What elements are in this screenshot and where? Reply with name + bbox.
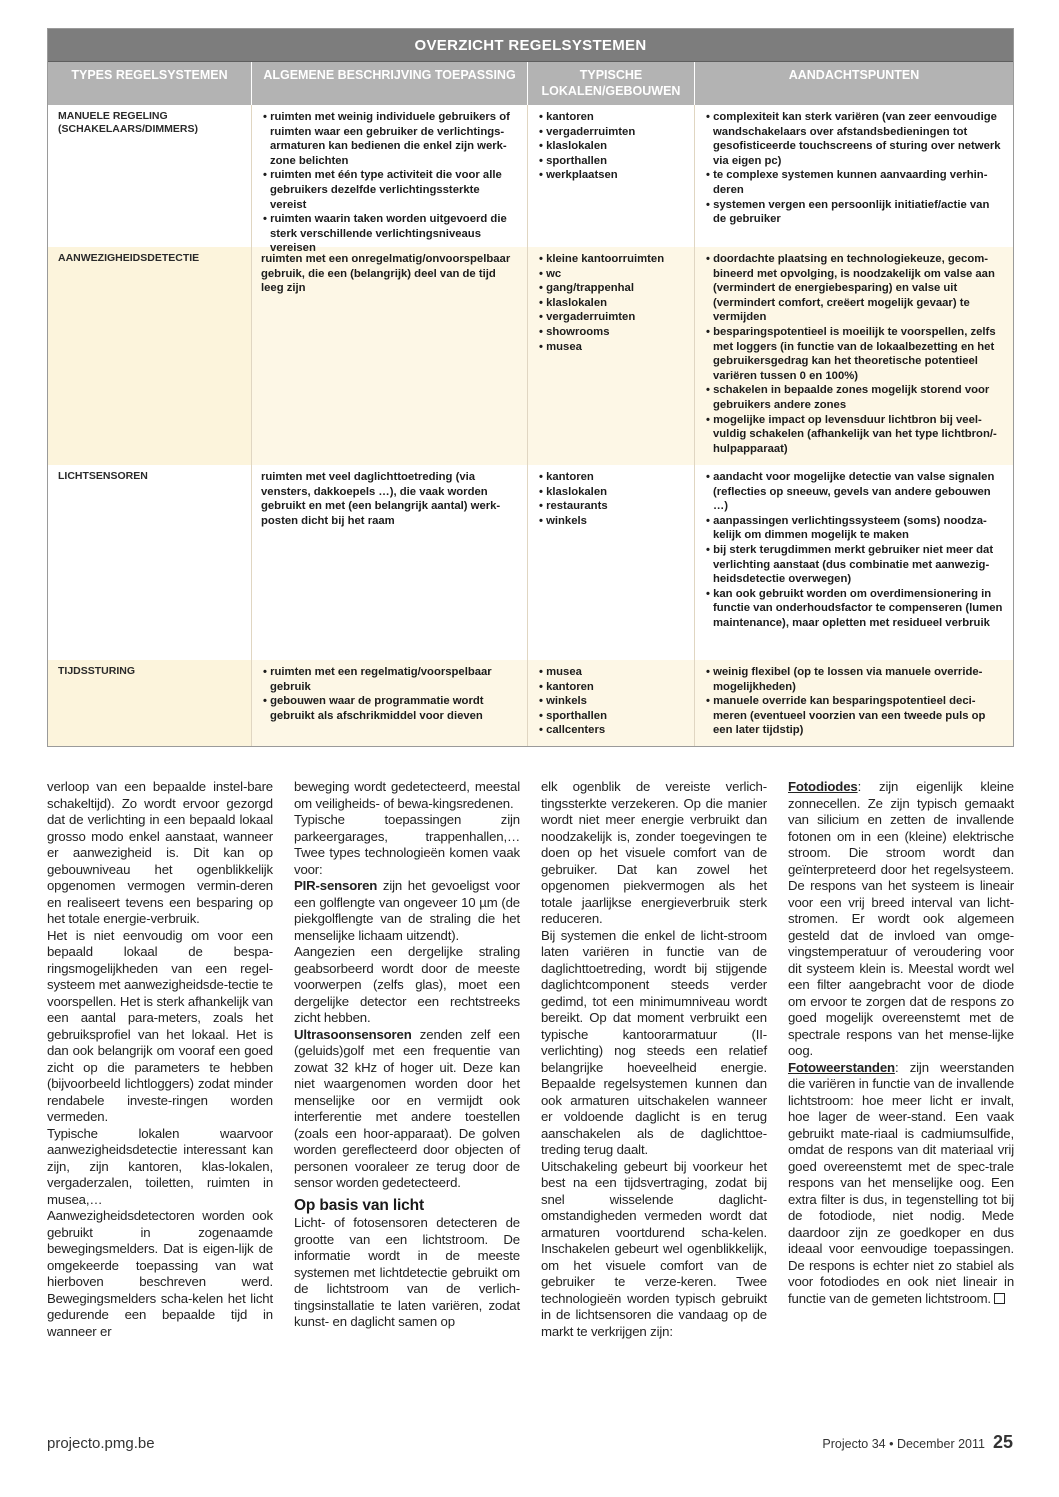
row-description <box>252 660 528 746</box>
list-item: • musea <box>537 340 686 355</box>
term-pir-text: zijn het gevoeligst voor een golflengte van ongeveer 10 µm (de piekgolflengte van de straling die het menselijke lichaam uitzendt). <box>294 878 520 943</box>
list-item: • restaurants <box>537 499 686 514</box>
paragraph: Het is niet eenvoudig om voor een bepaald lokaal de bespa-ringsmogelijkheden van een regel-systeem met aanwezigheidsde-tectie te voorspellen. Het is sterk afhankelijk van een aantal para-meters, zoals het gebruiksprofiel van het lokaal. Het is dan ook belangrijk om vooraf een goed zicht op die parameters te hebben (bijvoorbeeld lichtloggers) zodat minder rendabele investe-ringen worden vermeden. <box>47 927 273 1124</box>
header-points: AANDACHTSPUNTEN <box>788 68 920 82</box>
list-item: • ruimten waarin taken worden uitgevoerd die sterk verschillende verlichtingsniveaus vereisen <box>261 212 519 256</box>
row-type: LICHTSENSOREN <box>48 465 252 660</box>
term-photoresistors: Fotoweerstanden <box>788 1059 895 1075</box>
paragraph <box>294 878 520 944</box>
paragraph: beweging wordt gedetecteerd, meestal om veiligheids- of bewa-kingsredenen. <box>294 779 520 811</box>
list-item: • callcenters <box>537 723 686 738</box>
term-ultrasound-text: zenden zelf een (geluids)golf met een frequentie van zowat 32 kHz of hoger uit. Deze kan niet waargenomen worden door het menselijke oor en vermijdt ook interferentie met andere toestellen (zoals een hoor-apparaat). De golven worden gereflecteerd door objecten of personen vooraleer ze terug door de sensor worden gedetecteerd. <box>294 1026 520 1190</box>
row-type: AANWEZIGHEIDSDETECTIE <box>48 247 252 465</box>
list-item: • vergaderruimten <box>537 310 686 325</box>
header-description: ALGEMENE BESCHRIJVING TOEPASSING <box>252 62 528 105</box>
list-item: • klaslokalen <box>537 296 686 311</box>
page-number: 25 <box>992 1432 1013 1452</box>
list-item: • bij sterk terugdimmen merkt gebruiker niet meer dat verlichting aanstaat (dus combinatie met aanwezig-heidsdetectie overwegen) <box>704 543 1005 587</box>
list-item: • klaslokalen <box>537 485 686 500</box>
row-points <box>695 105 1013 247</box>
header-types: TYPES REGELSYSTEMEN <box>48 62 252 105</box>
footer-issue: Projecto 34 • December 2011 <box>822 1437 985 1451</box>
paragraph: verloop van een bepaalde instel-bare schakeltijd). Zo wordt ervoor gezorgd dat de verlichting in een bepaald lokaal grosso modo enkel aanstaat, wanneer er aanwezigheid is. Dit kan op gebouwniveau het ogenblikkelijk opgenomen vermogen vermin-deren en realiseert tevens een besparing op het totale energie-verbruik. <box>47 779 273 926</box>
row-locations <box>528 465 695 660</box>
paragraph: Typische lokalen waarvoor aanwezigheidsdetectie interessant kan zijn, zijn kantoren, klas-lokalen, vergaderzalen, toiletten, ruimten in musea,… <box>47 1125 273 1207</box>
article-body <box>47 779 1014 1419</box>
list-item: • systemen vergen een persoonlijk initiatief/actie van de gebruiker <box>704 198 1005 227</box>
list-item: • mogelijke impact op levensduur lichtbron bij veel-vuldig schakelen (afhankelijk van het type lichtbron/-hulpapparaat) <box>704 413 1005 457</box>
list-item: • winkels <box>537 514 686 529</box>
paragraph <box>788 1060 1014 1308</box>
list-item: • ruimten met weinig individuele gebruikers of ruimten waar een gebruiker de verlichtings-armaturen kan bedienen die enkel zijn werk-zone belichten <box>261 110 519 168</box>
term-photodiodes: Fotodiodes <box>788 779 858 794</box>
list-item: • complexiteit kan sterk variëren (van zeer eenvoudige wandschakelaars over afstandsbedieningen tot gesofisticeerde touchscreens of sturing over netwerk via eigen pc) <box>704 110 1005 168</box>
footer-info <box>822 1432 1013 1453</box>
row-description: ruimten met veel daglichttoetreding (via vensters, dakkoepels …), die vaak worden gebruikt en met (een belangrijk aantal) werk-posten dicht bij het raam <box>252 465 528 660</box>
table-row <box>48 660 1013 746</box>
list-item: • klaslokalen <box>537 139 686 154</box>
list-item: • aanpassingen verlichtingssysteem (soms) noodza-kelijk om dimmen mogelijk te maken <box>704 514 1005 543</box>
list-item: • gebouwen waar de programmatie wordt gebruikt als afschrikmiddel voor dieven <box>261 694 519 723</box>
list-item: • vergaderruimten <box>537 125 686 140</box>
table-header-row <box>48 62 1013 105</box>
row-locations <box>528 105 695 247</box>
term-pir: PIR-sensoren <box>294 878 378 893</box>
list-item: • winkels <box>537 694 686 709</box>
list-item: • gang/trappenhal <box>537 281 686 296</box>
row-description: ruimten met een onregelmatig/onvoorspelbaar gebruik, die een (belangrijk) deel van de tijd leeg zijn <box>252 247 528 465</box>
paragraph <box>294 1027 520 1192</box>
list-item: • weinig flexibel (op te lossen via manuele override-mogelijkheden) <box>704 665 1005 694</box>
paragraph: Uitschakeling gebeurt bij voorkeur het best na een tijdsvertraging, zodat bij snel wisselende daglicht-omstandigheden vermeden wordt dat armaturen voortdurend scha-kelen. Inschakelen gebeurt wel ogenblikkelijk, om het visuele comfort van de gebruiker te verze-keren. Twee technologieën worden typisch gebruikt in de lichtsensoren die vandaag op de markt te verkrijgen zijn: <box>541 1158 767 1339</box>
text-column-1 <box>47 779 273 1419</box>
list-item: • sporthallen <box>537 154 686 169</box>
text-column-4 <box>788 779 1014 1419</box>
list-item: • kleine kantoorruimten <box>537 252 686 267</box>
list-item: • kantoren <box>537 110 686 125</box>
row-locations <box>528 247 695 465</box>
paragraph: Licht- of fotosensoren detecteren de grootte van een lichtstroom. De informatie wordt in de meeste systemen met lichtdetectie gebruikt om de lichtstroom van de verlich-tingsinstallatie te laten variëren, zodat kunst- en daglicht samen op <box>294 1215 520 1329</box>
section-heading: Op basis van licht <box>294 1196 424 1214</box>
list-item: • werkplaatsen <box>537 168 686 183</box>
overview-table <box>47 28 1014 747</box>
list-item: • ruimten met een regelmatig/voorspelbaar gebruik <box>261 665 519 694</box>
row-type: MANUELE REGELING (SCHAKELAARS/DIMMERS) <box>48 105 252 247</box>
paragraph: elk ogenblik de vereiste verlich-tingssterkte verzekeren. Op die manier wordt niet meer energie verbruikt dan noodzakelijk is, zonder toegevingen te doen op het visuele comfort van de gebruiker. Dat kan zowel het opgenomen piekvermogen als het totale jaarlijkse energieverbruik sterk reduceren. <box>541 779 767 926</box>
table-title: OVERZICHT REGELSYSTEMEN <box>48 29 1013 62</box>
table-row <box>48 465 1013 660</box>
list-item: • kan ook gebruikt worden om overdimensionering in functie van onderhoudsfactor te compenseren (lumen maintenance), maar opletten met residueel verbruik <box>704 587 1005 631</box>
list-item: • manuele override kan besparingspotentieel deci-meren (eventueel voorzien van een tweede puls op een later tijdstip) <box>704 694 1005 738</box>
row-description <box>252 105 528 255</box>
term-photodiodes-text: : zijn eigenlijk kleine zonnecellen. Ze zijn typisch gemaakt van silicium en zetten de invallende fotonen om in een (kleine) elektrische stroom. Die stroom wordt dan geïnterpreteerd door het regelsysteem. De respons van het systeem is lineair voor een vrij breed interval van licht-stromen. Er wordt ook algemeen gesteld dat de invloed van omge-vingstemperatuur of veroudering voor dit systeem klein is. Meestal wordt wel een filter aangebracht voor de diode om ervoor te zorgen dat de respons zo goed mogelijk overeenstemt met de spectrale respons van het mense-lijke oog. <box>788 779 1014 1058</box>
term-ultrasound: Ultrasoonsensoren <box>294 1026 412 1042</box>
list-item: • kantoren <box>537 680 686 695</box>
table-row <box>48 105 1013 255</box>
text-column-3 <box>541 779 767 1419</box>
row-points <box>695 465 1013 660</box>
row-locations <box>528 660 695 746</box>
paragraph: Bij systemen die enkel de licht-stroom laten variëren in functie van de daglichttoetreding, wordt bij stijgende daglichtcomponent steeds verder gedimd, tot een minimumniveau wordt bereikt. Op dat moment verbruikt een typische kantoorarmatuur (II-verlichting) nog steeds een relatief belangrijke hoeveelheid energie. Bepaalde regelsystemen kunnen dan ook armaturen uitschakelen wanneer er voldoende daglicht is en terug aanschakelen als de daglichttoe-treding terug daalt. <box>541 927 767 1157</box>
row-points <box>695 247 1013 465</box>
table-row <box>48 247 1013 465</box>
list-item: • sporthallen <box>537 709 686 724</box>
row-type: TIJDSSTURING <box>48 660 252 746</box>
list-item: • aandacht voor mogelijke detectie van valse signalen (reflecties op sneeuw, gevels van andere gebouwen …) <box>704 470 1005 514</box>
footer-site: projecto.pmg.be <box>47 1435 155 1452</box>
list-item: • besparingspotentieel is moeilijk te voorspellen, zelfs met loggers (in functie van de lokaalbezetting en het gebruikersgedrag kan het theoretische potentieel variëren tussen 0 en 100%) <box>704 325 1005 383</box>
list-item: • te complexe systemen kunnen aanvaarding verhin-deren <box>704 168 1005 197</box>
header-locations: TYPISCHE LOKALEN/GEBOUWEN <box>528 62 695 105</box>
list-item: • ruimten met één type activiteit die voor alle gebruikers dezelfde verlichtingssterkte vereist <box>261 168 519 212</box>
list-item: • showrooms <box>537 325 686 340</box>
term-photoresistors-text: : zijn weerstanden die variëren in functie van de invallende lichtstroom: hoe meer licht er invalt, hoe lager de weer-stand. Een vaak gebruikt mate-riaal is cadmiumsulfide, omdat de respons van dit materiaal vrij goed overeenstemt met de spec-trale respons van het menselijke oog. Een extra filter is dus, in tegenstelling tot bij de fotodiode, niet nodig. Mede daardoor zijn ze goedkoper en dus ideaal voor eenvoudige toepassingen. De respons is echter niet zo stabiel als voor fotodiodes en ook niet lineair in functie van de gemeten lichtstroom. <box>788 1059 1014 1306</box>
paragraph <box>788 779 1014 1060</box>
list-item: • wc <box>537 267 686 282</box>
text-column-2 <box>294 779 520 1419</box>
list-item: • schakelen in bepaalde zones mogelijk storend voor gebruikers andere zones <box>704 383 1005 412</box>
paragraph: Aanwezigheidsdetectoren worden ook gebruikt in zogenaamde bewegingsmelders. Dat is eigen-lijk de omgekeerde toepassing van wat hierboven beschreven werd. Bewegingsmelders scha-kelen het licht gedurende een bepaalde tijd in wanneer er <box>47 1208 273 1339</box>
paragraph: Aangezien een dergelijke straling geabsorbeerd wordt door de meeste voorwerpen (zelfs glas), moet een dergelijke detector een rechtstreeks zicht hebben. <box>294 944 520 1025</box>
list-item: • musea <box>537 665 686 680</box>
row-points <box>695 660 1013 746</box>
list-item: • doordachte plaatsing en technologiekeuze, gecom-bineerd met opvolging, is noodzakelijk om valse aan (vermindert de energiebesparing) en valse uit (vermindert comfort, creëert mogelijk gevaar) te vermijden <box>704 252 1005 325</box>
end-mark-icon <box>994 1293 1005 1304</box>
paragraph: Typische toepassingen zijn parkeergarages, trappenhallen,… Twee types technologieën komen vaak voor: <box>294 812 520 877</box>
list-item: • kantoren <box>537 470 686 485</box>
